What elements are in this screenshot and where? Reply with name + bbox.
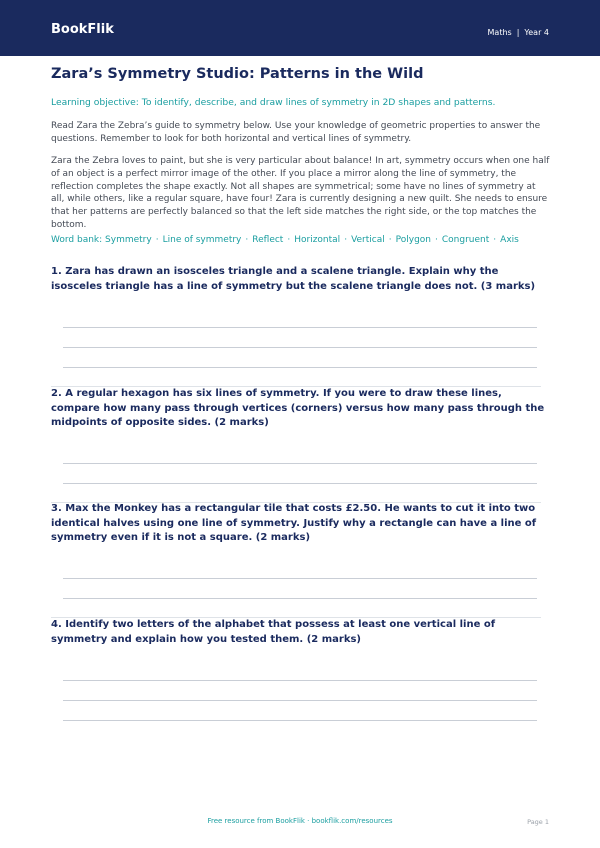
brand-logo[interactable]: BookFlik xyxy=(51,22,114,37)
answer-line[interactable] xyxy=(63,700,537,701)
year-label: Year 4 xyxy=(524,28,549,37)
page-title: Zara’s Symmetry Studio: Patterns in the Wild xyxy=(51,66,424,82)
word-bank-item: Axis xyxy=(500,235,519,245)
question-3: 3. Max the Monkey has a rectangular tile that costs £2.50. He wants to cut it into two identical halves using one line of symmetry. Justify why a rectangle can have a line of symmetry even if it is not a square. (2 marks) xyxy=(51,503,537,543)
word-bank-item: Horizontal xyxy=(294,235,341,245)
footer-text[interactable]: Free resource from BookFlik · bookflik.com/resources xyxy=(207,817,393,825)
answer-line[interactable] xyxy=(63,327,537,328)
answer-line[interactable] xyxy=(63,463,537,464)
word-bank-item: Polygon xyxy=(395,235,432,245)
intro-paragraph: Read Zara the Zebra’s guide to symmetry below. Use your knowledge of geometric properties to answer the questions. Remember to look for both horizontal and vertical lines of symmetry. xyxy=(51,121,541,144)
word-bank-item: Line of symmetry xyxy=(162,235,242,245)
question-4: 4. Identify two letters of the alphabet that possess at least one vertical line of symmetry and explain how you tested them. (2 marks) xyxy=(51,619,496,645)
word-separator: · xyxy=(388,235,392,245)
learning-objective: Learning objective: To identify, describe, and draw lines of symmetry in 2D shapes and patterns. xyxy=(51,97,496,108)
page-number: Page 1 xyxy=(527,818,549,826)
meta-separator: | xyxy=(516,28,520,37)
word-separator: · xyxy=(344,235,348,245)
word-separator: · xyxy=(287,235,291,245)
question-2: 2. A regular hexagon has six lines of symmetry. If you were to draw these lines, compare how many pass through vertices (corners) versus how many pass through the midpoints of opposite sides. (2 marks) xyxy=(51,388,545,428)
word-separator: · xyxy=(435,235,438,245)
subject-label: Maths xyxy=(487,28,512,37)
word-bank-item: Vertical xyxy=(351,235,385,245)
answer-line[interactable] xyxy=(63,347,537,348)
word-bank-item: Congruent xyxy=(441,235,490,245)
word-bank-label: Word bank: xyxy=(51,235,103,245)
answer-line[interactable] xyxy=(63,483,537,484)
answer-line[interactable] xyxy=(63,367,537,368)
answer-line[interactable] xyxy=(63,598,537,599)
word-separator: · xyxy=(493,235,497,245)
story-paragraph: Zara the Zebra loves to paint, but she is very particular about balance! In art, symmetry occurs when one half of an object is a perfect mirror image of the other. If you place a mirror along the line of symmetry, the reflection completes the shape exactly. Not all shapes are symmetrical; some have no lines of symmetry at all, while others, like a regular square, have four! Zara is currently designing a new quilt. She needs to ensure that her patterns are perfectly balanced so that the left side matches the right side, or the top matches the bottom. xyxy=(51,156,550,230)
answer-line[interactable] xyxy=(63,680,537,681)
header-bar xyxy=(0,0,600,56)
answer-line[interactable] xyxy=(63,720,537,721)
word-bank xyxy=(51,235,551,245)
header-meta xyxy=(488,28,549,37)
word-separator: · xyxy=(155,235,159,245)
word-bank-item: Symmetry xyxy=(105,235,152,245)
word-bank-item: Reflect xyxy=(252,235,284,245)
answer-line[interactable] xyxy=(63,578,537,579)
question-1: 1. Zara has drawn an isosceles triangle and a scalene triangle. Explain why the isosceles triangle has a line of symmetry but the scalene triangle does not. (3 marks) xyxy=(51,266,536,292)
word-separator: · xyxy=(245,235,249,245)
